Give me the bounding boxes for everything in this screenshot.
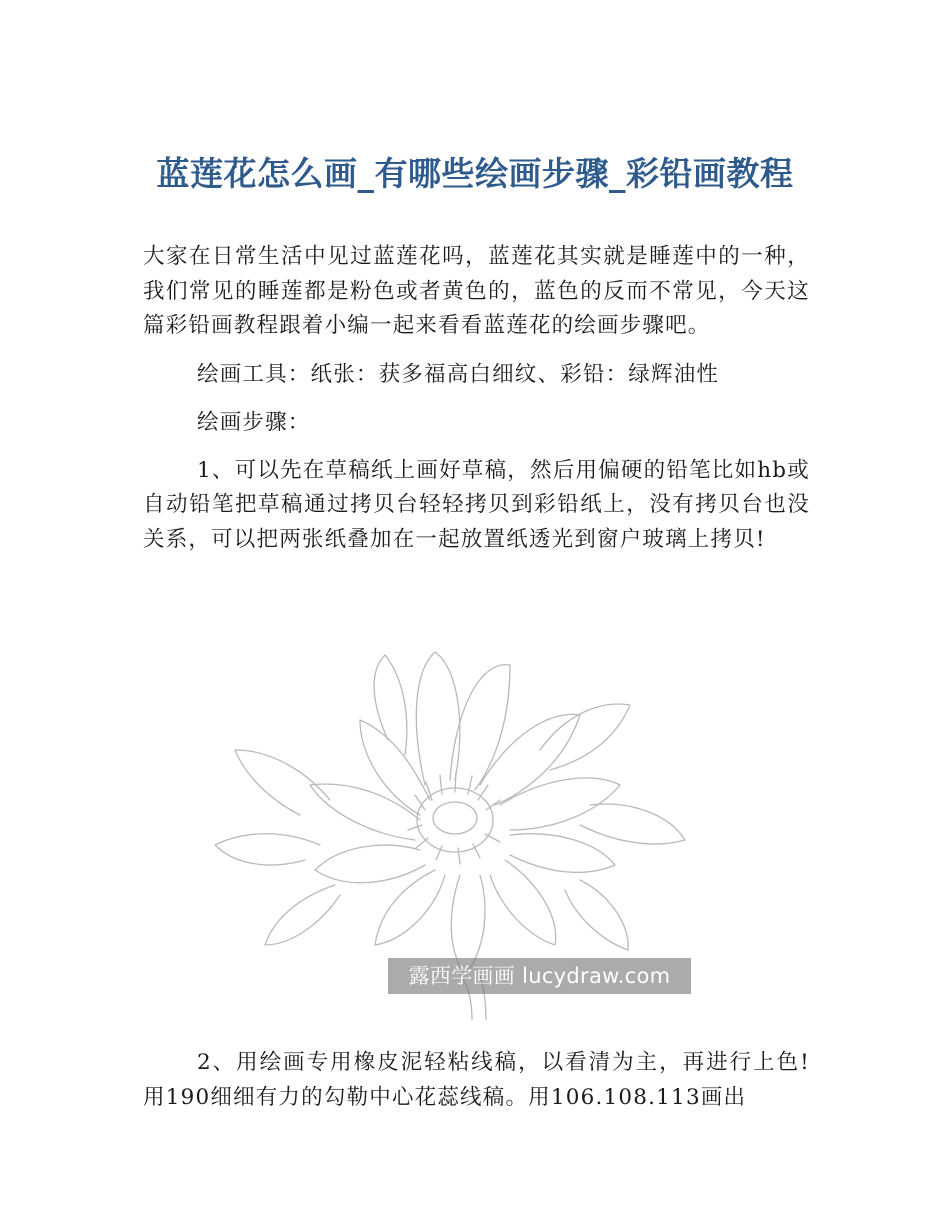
steps-label: 绘画步骤： bbox=[197, 410, 311, 435]
step-2-block bbox=[143, 1046, 810, 1115]
step-1-paragraph: 1、可以先在草稿纸上画好草稿，然后用偏硬的铅笔比如hb或自动铅笔把草稿通过拷贝台轻轻拷贝到彩铅纸上，没有拷贝台也没关系，可以把两张纸叠加在一起放置纸透光到窗户玻璃上拷贝! bbox=[143, 457, 810, 552]
lotus-sketch-figure bbox=[210, 640, 740, 1020]
page-title: 蓝莲花怎么画_有哪些绘画步骤_彩铅画教程 bbox=[156, 154, 794, 193]
step-2-paragraph: 2、用绘画专用橡皮泥轻粘线稿，以看清为主，再进行上色!用190细细有力的勾勒中心花蕊线稿。用106.108.113画出 bbox=[143, 1050, 810, 1110]
tools-paragraph: 绘画工具：纸张：获多福高白细纹、彩铅：绿辉油性 bbox=[197, 361, 720, 387]
watermark-label: 露西学画画 lucydraw.com bbox=[388, 958, 691, 994]
article-body bbox=[143, 240, 810, 557]
intro-paragraph: 大家在日常生活中见过蓝莲花吗，蓝莲花其实就是睡莲中的一种，我们常见的睡莲都是粉色或者黄色的，蓝色的反而不常见，今天这篇彩铅画教程跟着小编一起来看看蓝莲花的绘画步骤吧。 bbox=[143, 244, 810, 338]
